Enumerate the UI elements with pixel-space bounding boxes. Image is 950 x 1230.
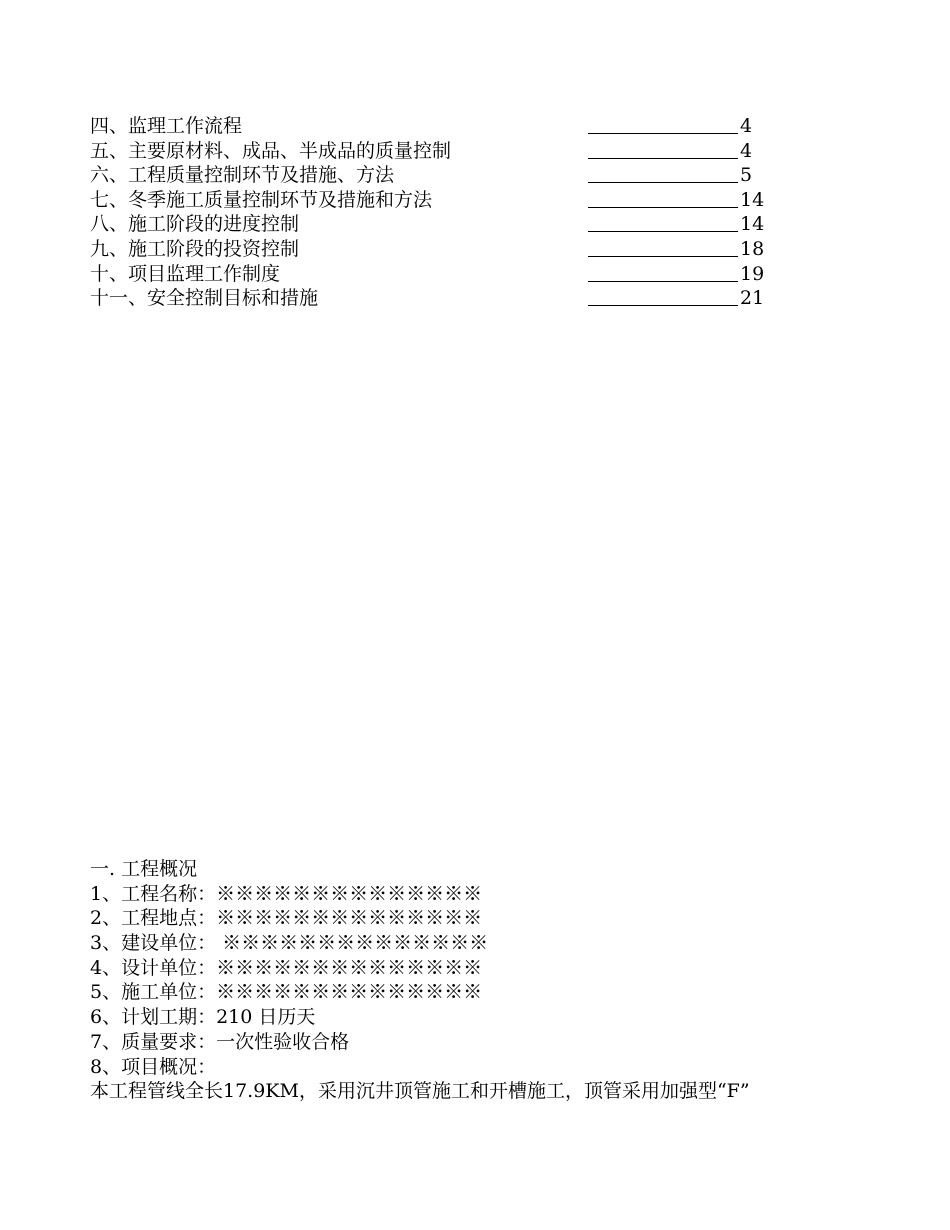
toc-entry-page: 5	[740, 164, 753, 187]
toc-entry-title: 十、项目监理工作制度	[90, 262, 281, 285]
toc-entry-title: 十一、安全控制目标和措施	[90, 287, 319, 310]
table-of-contents	[90, 114, 770, 311]
toc-entry-page: 4	[740, 115, 753, 137]
toc-entry	[90, 139, 770, 164]
toc-leader-line	[588, 182, 738, 183]
toc-entry-title: 四、监理工作流程	[90, 115, 243, 137]
toc-entry	[90, 286, 770, 311]
project-summary-label: 8、项目概况：	[90, 1055, 217, 1078]
toc-entry-title: 六、工程质量控制环节及措施、方法	[90, 164, 395, 187]
toc-entry-title: 八、施工阶段的进度控制	[90, 213, 300, 236]
toc-entry	[90, 114, 770, 139]
toc-entry	[90, 212, 770, 237]
section-heading: 一. 工程概况	[90, 858, 198, 880]
project-overview-section	[90, 857, 910, 1104]
toc-entry	[90, 262, 770, 287]
owner-unit-line: 3、建设单位： ※※※※※※※※※※※※※※	[90, 932, 489, 955]
toc-entry-page: 14	[740, 188, 765, 211]
toc-leader-line	[588, 133, 738, 134]
toc-entry-title: 五、主要原材料、成品、半成品的质量控制	[90, 139, 452, 162]
project-location-line: 2、工程地点：※※※※※※※※※※※※※※	[90, 907, 483, 930]
toc-leader-line	[588, 207, 738, 208]
toc-leader-line	[588, 158, 738, 159]
toc-entry-page: 4	[740, 139, 753, 162]
toc-entry-page: 21	[740, 287, 765, 310]
toc-entry-page: 14	[740, 213, 765, 236]
design-unit-line: 4、设计单位：※※※※※※※※※※※※※※	[90, 956, 483, 979]
toc-entry-title: 七、冬季施工质量控制环节及措施和方法	[90, 188, 433, 211]
toc-entry-page: 19	[740, 262, 765, 285]
toc-leader-line	[588, 231, 738, 232]
project-name-line: 1、工程名称：※※※※※※※※※※※※※※	[90, 882, 483, 905]
toc-entry-page: 18	[740, 237, 765, 260]
toc-entry	[90, 163, 770, 188]
toc-entry-title: 九、施工阶段的投资控制	[90, 237, 300, 260]
toc-leader-line	[588, 256, 738, 257]
quality-requirement-line: 7、质量要求：一次性验收合格	[90, 1030, 350, 1053]
toc-entry	[90, 237, 770, 262]
toc-leader-line	[588, 305, 738, 306]
toc-entry	[90, 188, 770, 213]
planned-duration-line: 6、计划工期：210 日历天	[90, 1006, 316, 1029]
toc-leader-line	[588, 281, 738, 282]
project-summary-text: 本工程管线全长17.9KM，采用沉井顶管施工和开槽施工，顶管采用加强型“F”	[90, 1080, 750, 1103]
construction-unit-line: 5、施工单位：※※※※※※※※※※※※※※	[90, 981, 483, 1004]
